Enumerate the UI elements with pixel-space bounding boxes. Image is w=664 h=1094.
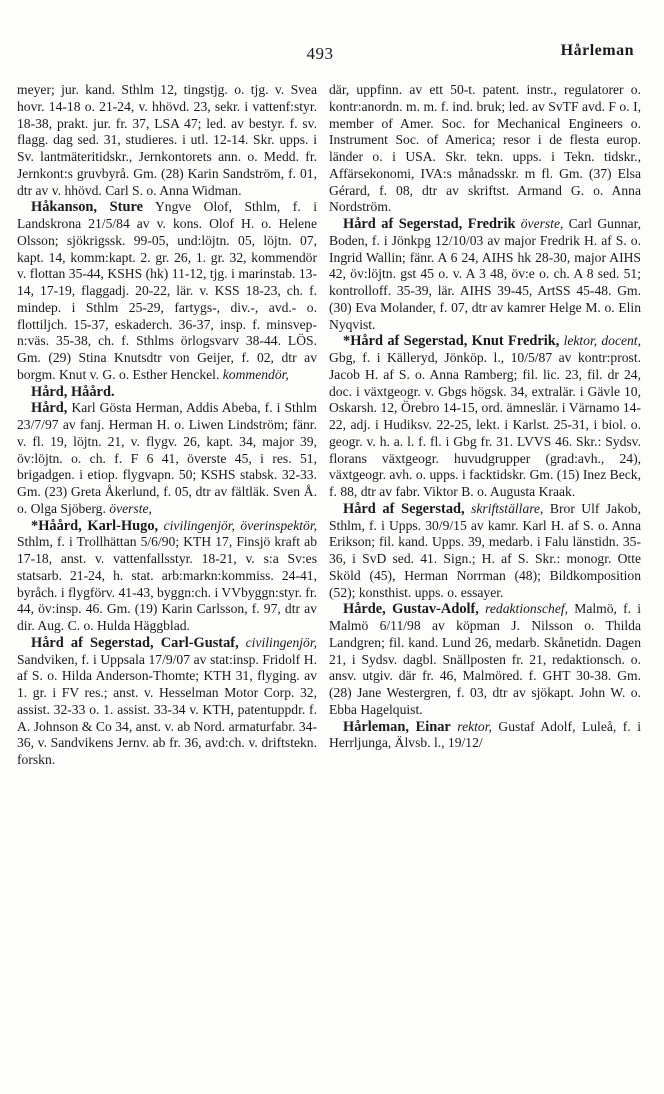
entry-body: där, uppfinn. av ett 50-t. patent. instr., regulatorer o. kontr:anordn. m. m. f. ind. bruk; led. av SvTF avd. F o. I, member of Amer. Soc. for Mechanical Engineers o. Instrument Soc. of America; resor i de flesta europ. länder o. i USA. Skr. tekn. upps. i Tekn. tidskr., Affärsekonomi, IVA:s månadsskr. m fl. Gm. (37) Elsa Gérard, f. 08, dtr av skriftst. Armand G. o. Anna Nordström.	[329, 82, 641, 215]
entry-body: Sthlm, f. i Trollhättan 5/6/90; KTH 17, Finsjö kraft ab 17-18, anst. v. vattenfallsstyr. 18-21, v. s:a Sv:es statsarb. 21-24, h. stat. arb:markn:kommiss. 24-41, byråch. i flygförv. 41-43, byggn:ch. i VVbyggn:styr. fr. 44, öv:insp. 46. Gm. (19) Karin Carlsson, f. 97, dtr av dir. Aug. C. o. Hulda Häggblad.	[17, 534, 317, 633]
right-column	[329, 82, 641, 752]
entry-heading: Hård af Segerstad, Fredrik	[343, 216, 516, 232]
entry-heading: Hård,	[31, 400, 68, 417]
entry-hard-haard	[17, 384, 317, 401]
entry-body: Malmö, f. i Malmö 6/11/98 av köpman J. Nilsson o. Thilda Landgren; fil. kand. Lund 26, medarb. Skånetidn. Dagen 21, i Sydsv. dagbl. Snällposten fr. 21, redaktionsch. o. ansv. utgiv. där fr. 46, Malmöred. f. GHT 30-38. Gm. (28) Jane Westergren, f. 03, dtr av sjökapt. John W. o. Ebba Hagelquist.	[329, 601, 641, 717]
entry-heading: *Håård, Karl-Hugo,	[31, 517, 159, 534]
entry-harde-gustav-adolf	[329, 601, 641, 718]
entry-heading: Hård, Håård.	[31, 383, 115, 400]
entry-title: skriftställare,	[471, 500, 544, 516]
entry-body: Carl Gunnar, Boden, f. i Jönkpg 12/10/03 av major Fredrik H. af S. o. Ingrid Wallin; fänr. A 6 24, AIHS hk 28-30, major AIHS 42, öv:löjtn. gst 45 o. v. A 3 48, öv:e o. ch. A 8 sed. 51; kontrolloff. 35-39, lär. AIHS 39-45, ArtSS 45-48. Gm. (30) Eva Molander, f. 07, dtr av kamrer Helge M. o. Elin Nyqvist.	[329, 216, 641, 332]
entry-title: civilingenjör,	[245, 634, 317, 650]
entry-hard-gosta	[17, 400, 317, 517]
entry-continuation	[17, 82, 317, 199]
entry-title: överste,	[520, 216, 564, 231]
entry-heading: *Hård af Segerstad, Knut Fredrik,	[343, 333, 560, 350]
entry-continuation	[329, 82, 641, 216]
entry-hard-segerstad-ulf	[329, 501, 641, 602]
entry-hard-segerstad-knut	[329, 333, 641, 501]
entry-hard-segerstad-carl-gustaf	[17, 635, 317, 769]
entry-body: Gustaf Adolf, Luleå, f. i Herrljunga, Älvsb. l., 19/12/	[329, 718, 641, 751]
entry-body: Gbg, f. i Källeryd, Jönköp. l., 10/5/87 av kontr:prost. Jacob H. af S. o. Anna Ramberg; fil. lic. 23, fil. dr 24, doc. i växtgeogr. v. Gbgs högsk. 34, extralär. i Gävle 10, Oskarsh. 12, Örebro 14-15, ord. ämneslär. i Värnamo 14-22, adj. i Hudiksv. 22-25, lekt. i Karlst. 25-31, i biol. o. geogr. v. h. a. l. f. fl. i Gbg fr. 31. LVVS 46. Skr.: Sydsv. florans växtgeogr. huvudgrupper (grad:avh., 24), växtgeogr. avh. o. upps. i facktidskr. Gm. (15) Inez Beck, f. 88, dtr av fabr. Viktor B. o. Augusta Kraak.	[329, 350, 641, 499]
entry-body: meyer; jur. kand. Sthlm 12, tingstjg. o. tjg. v. Svea hovr. 14-18 o. 21-24, v. hhövd. 23, sekr. i vattenf:styr. 18-38, prakt. jur. fr. 37, LSA 47; led. av bestyr. f. sv. flagg. dag sed. 31, studieres. i utl. 12-14. Skr. upps. i Sv. lantmäteritidskr., Jernkontorets ann. o. Medd. fr. Jernkont:s gruvbyrå. Gm. (28) Karin Sandström, f. 01, dtr av v. hhövd. Carl S. o. Anna Widman.	[17, 82, 317, 198]
entry-body: Bror Ulf Jakob, Sthlm, f. i Upps. 30/9/15 av kamr. Karl H. af S. o. Anna Erikson; fil. kand. Upps. 39, medarb. i Falu länstidn. 35-36, i SvD sed. 41. Sign.; H. af S. Skr.: monogr. Otte Sköld (45), Herman Norrman (48); Bildkomposition (52); konsthist. upps. o. essayer.	[329, 500, 641, 600]
entry-body: Karl Gösta Herman, Addis Abeba, f. i Sthlm 23/7/97 av fanj. Herman H. o. Liwen Lindström; fänr. v. fl. 19, löjtn. 21, v. flygv. 26, kapt. 34, major 39, öv:löjtn. o. ch. f. F 6 41, överste 45, i res. 51, brigadgen. i etiop. flygvapn. 50; KSHS stabsk. 32-33. Gm. (23) Greta Åkerlund, f. 05, dtr av fältläk. Sven Å. o. Olga Sjöberg.	[17, 400, 317, 516]
entry-heading: Hård af Segerstad,	[343, 500, 465, 517]
entry-heading: Hårleman, Einar	[343, 718, 451, 735]
entry-title: civilingenjör, överinspektör,	[163, 517, 318, 533]
entry-heading: Håkanson, Sture	[31, 199, 143, 216]
entry-heading: Hårde, Gustav-Adolf,	[343, 601, 479, 618]
entry-title: rektor,	[457, 718, 492, 734]
entry-body: Yngve Olof, Sthlm, f. i Landskrona 21/5/84 av v. kons. Olof H. o. Helene Olsson; sjökrigssk. 99-05, und:löjtn. 05, löjtn. 07, kapt. 14, komm:kapt. 2. gr. 26, 1. gr. 32, kommendör v. flottan 35-44, KSHS (hk) 11-12, tjg. i marinstab. 13-14, 17-19, flaggadj. 20-22, lär. v. KSS 18-23, ch. f. mindep. i Sthlm 25-29, fartygs-, div.-, avd.- o. flottiljch. 15-37, eskaderch. 36-37, insp. f. minsvep-n:väs. 35-38, ch. f. Sthlms örlogsvarv 38-44. LÖS. Gm. (29) Stina Knutsdtr von Geijer, f. 02, dtr av borgm. Knut v. G. o. Esther Henckel.	[17, 199, 317, 382]
running-head: Hårleman	[560, 42, 634, 59]
entry-hard-segerstad-fredrik	[329, 216, 641, 333]
page-number: 493	[306, 44, 334, 63]
entry-title: kommendör,	[222, 366, 289, 382]
entry-heading: Hård af Segerstad, Carl-Gustaf,	[31, 634, 239, 651]
entry-haard-karl-hugo	[17, 518, 317, 635]
entry-title: redaktionschef,	[485, 601, 569, 617]
entry-hakanson-sture	[17, 199, 317, 383]
entry-harleman-einar	[329, 719, 641, 753]
entry-title: lektor, docent,	[563, 333, 641, 349]
entry-title: överste,	[109, 500, 152, 516]
entry-body: Sandviken, f. i Uppsala 17/9/07 av stat:insp. Fridolf H. af S. o. Hilda Anderson-Thomte; KTH 31, flyging. av 1. gr. i FV res.; anst. v. Hesselman Motor Corp. 32, assist. 32-33 o. 1. assist. 33-34 v. KTH, patentuppdr. f. A. Johnson & Co 34, anst. v. ab Nord. armaturfabr. 34-36, v. Sandvikens Jernv. ab fr. 36, avd:ch. v. driftstekn. forskn.	[17, 651, 317, 767]
left-column	[17, 82, 317, 769]
